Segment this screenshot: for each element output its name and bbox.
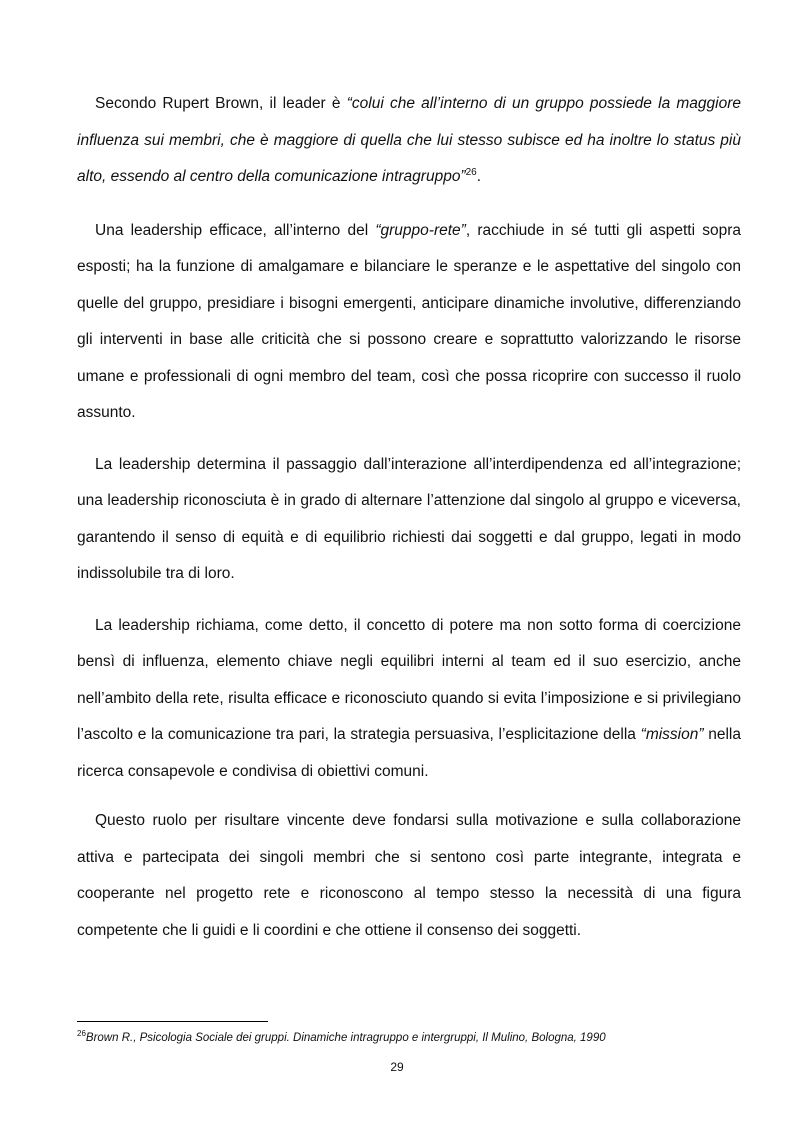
paragraph-1-tail: .	[476, 168, 482, 185]
paragraph-4-tail: nella ricerca consapevole e condivisa di obiettivi comuni.	[77, 726, 741, 780]
footnote-reference[interactable]: 26	[465, 166, 477, 178]
page-body	[77, 86, 741, 964]
page-number: 29	[390, 1060, 404, 1074]
term-mission: “mission”	[640, 726, 704, 743]
paragraph-4	[77, 608, 741, 791]
paragraph-5: Questo ruolo per risultare vincente deve fondarsi sulla motivazione e sulla collaborazione attiva e partecipata dei singoli membri che si sentono così parte integrante, integrata e cooperante nel progetto rete e riconoscono al tempo stesso la necessità di una figura competente che li guidi e li coordini e che ottiene il consenso dei soggetti.	[77, 812, 741, 939]
footnote	[77, 1030, 737, 1046]
paragraph-2-lead: Una leadership efficace, all’interno del	[95, 221, 376, 239]
paragraph-4-lead: La leadership richiama, come detto, il concetto di potere ma non sotto forma di coercizione bensì di influenza, elemento chiave negli equilibri interni al team ed il suo esercizio, anche nell’ambito della rete, risulta efficace e riconosciuto quando si evita l’imposizione e si privilegiano l’ascolto e la comunicazione tra pari, la strategia persuasiva, l’esplicitazione della	[77, 616, 741, 743]
footnote-separator	[77, 1021, 268, 1022]
term-gruppo-rete: “gruppo-rete”	[375, 221, 466, 239]
paragraph-3: La leadership determina il passaggio dall’interazione all’interdipendenza ed all’integrazione; una leadership riconosciuta è in grado di alternare l’attenzione dal singolo al gruppo e viceversa, garantendo il senso di equità e di equilibrio richiesti dai soggetti e dal gruppo, legati in modo indissolubile tra di loro.	[77, 455, 741, 582]
paragraph-1	[77, 86, 741, 196]
footnote-text: Brown R., Psicologia Sociale dei gruppi. Dinamiche intragruppo e intergruppi, Il Mulino, Bologna, 1990	[85, 1032, 606, 1044]
paragraph-1-lead: Secondo Rupert Brown, il leader è	[95, 95, 347, 112]
brown-quote: “colui che all’interno di un gruppo possiede la maggiore influenza sui membri, che è maggiore di quella che lui stesso subisce ed ha inoltre lo status più alto, essendo al centro della comunicazione intragruppo”	[77, 95, 742, 185]
paragraph-2	[77, 213, 741, 432]
paragraph-2-tail: , racchiude in sé tutti gli aspetti sopra esposti; ha la funzione di amalgamare e bilanciare le speranze e le aspettative del singolo con quelle del gruppo, presidiare i bisogni emergenti, anticipare dinamiche involutive, differenziando gli interventi in base alle criticità che si possono creare e soprattutto valorizzando le risorse umane e professionali di ogni membro del team, così che possa ricoprire con successo il ruolo assunto.	[77, 221, 741, 421]
footnote-number: 26	[77, 1029, 86, 1039]
